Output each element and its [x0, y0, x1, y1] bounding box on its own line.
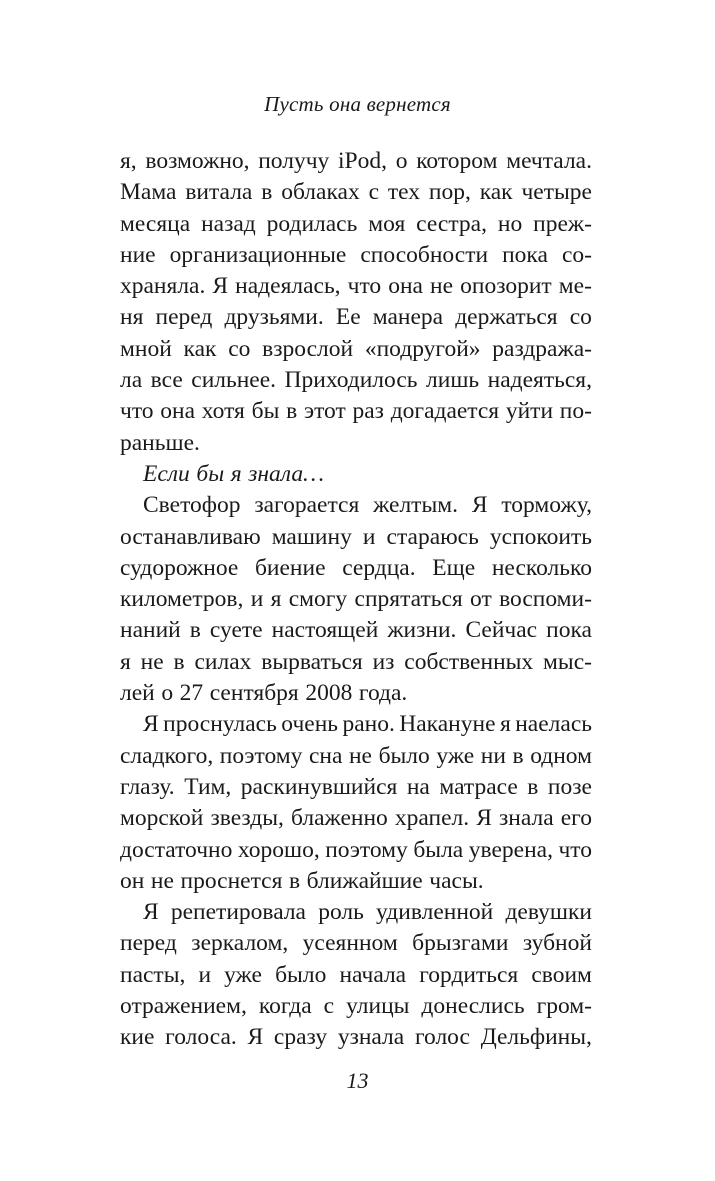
- text-line: наний в суете настоящей жизни. Сейчас пока: [120, 617, 592, 644]
- text-line: морской звезды, блаженно храпел. Я знала его: [120, 805, 592, 832]
- text-line: я, возможно, получу iPod, о котором мечтала.: [120, 148, 592, 174]
- text-line: сладкого, поэтому сна не было уже ни в одном: [120, 742, 592, 769]
- text-line: пасты, и уже было начала гордиться своим: [120, 961, 592, 988]
- text-line: отражением, когда с улицы донеслись гром-: [120, 993, 592, 1020]
- text-line: километров, и я смогу спрятаться от воспоми-: [120, 586, 592, 613]
- text-line: он не проснется в ближайшие часы.: [120, 867, 484, 894]
- text-line: останавливаю машину и стараюсь успокоить: [120, 523, 592, 550]
- text-line: Я репетировала роль удивленной девушки: [143, 899, 592, 926]
- text-line: что она хотя бы в этот раз догадается уйти по-: [120, 398, 592, 425]
- text-line: месяца назад родилась моя сестра, но преж-: [120, 210, 592, 237]
- text-line: ла все сильнее. Приходилось лишь надеяться,: [120, 367, 592, 394]
- text-line: перед зеркалом, усеянном брызгами зубной: [120, 930, 592, 957]
- text-line: мной как со взрослой «подругой» раздража-: [120, 335, 592, 362]
- text-line: лей о 27 сентября 2008 года.: [120, 680, 408, 707]
- text-line: Если бы я знала…: [143, 460, 324, 487]
- text-line: ние организационные способности пока со-: [120, 241, 592, 268]
- text-line: Светофор загорается желтым. Я торможу,: [143, 492, 592, 519]
- text-line: ня перед друзьями. Ее манера держаться со: [120, 304, 592, 331]
- text-line: Я проснулась очень рано. Накануне я наелась: [143, 711, 592, 738]
- text-line: кие голоса. Я сразу узнала голос Дельфины,: [120, 1024, 592, 1051]
- text-line: Мама витала в облаках с тех пор, как четыре: [120, 179, 592, 206]
- page-number: 13: [346, 1068, 369, 1093]
- text-line: достаточно хорошо, поэтому была уверена, что: [120, 836, 592, 863]
- text-line: судорожное биение сердца. Еще несколько: [120, 554, 592, 581]
- text-line: глазу. Тим, раскинувшийся на матрасе в позе: [120, 773, 592, 800]
- text-line: я не в силах вырваться из собственных мыс-: [120, 648, 592, 675]
- text-line: храняла. Я надеялась, что она не опозорит ме-: [120, 273, 592, 300]
- running-head: Пусть она вернется: [264, 92, 451, 116]
- text-line: раньше.: [120, 429, 200, 456]
- body-text: [120, 146, 592, 1054]
